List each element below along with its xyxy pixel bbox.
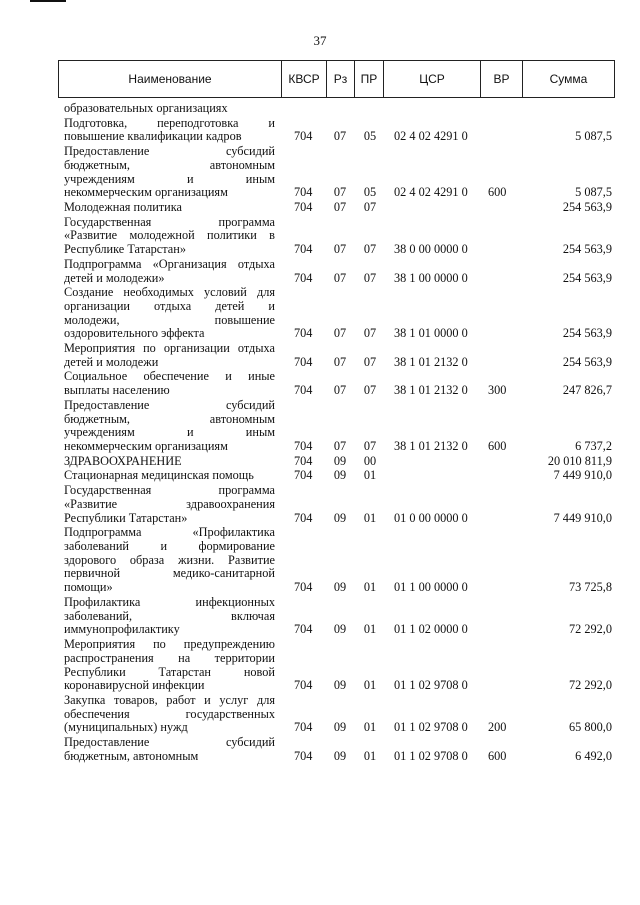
row-name-line: Молодежная политика <box>64 200 183 214</box>
row-name-line: Республики Татарстан новой <box>64 665 275 679</box>
row-name-line: Государственная программа <box>64 215 275 229</box>
table-row <box>0 102 640 116</box>
cell-kvsr: 704 <box>294 439 313 454</box>
table-row <box>0 286 640 341</box>
row-name-line: Подготовка, переподготовка и <box>64 116 275 130</box>
cell-csr: 38 1 00 0000 0 <box>394 270 468 285</box>
cell-pr: 05 <box>363 129 377 144</box>
row-name-line: Предоставление субсидий <box>64 736 275 750</box>
cell-pr: 07 <box>363 383 377 398</box>
cell-pr: 00 <box>363 453 377 468</box>
cell-csr <box>394 469 474 483</box>
page-number: 37 <box>313 33 327 48</box>
cell-kvsr <box>294 102 322 116</box>
row-name-line: образовательных организациях <box>64 102 228 115</box>
cell-kvsr: 704 <box>294 468 313 483</box>
cell-sum: 65 800,0 <box>568 720 612 735</box>
row-name-line: Государственная программа <box>64 484 275 498</box>
cell-kvsr: 704 <box>294 510 313 525</box>
row-name <box>64 526 275 595</box>
table-row <box>0 216 640 257</box>
header-vr: ВР <box>480 61 522 97</box>
table-row <box>0 145 640 200</box>
cell-pr: 07 <box>363 326 377 341</box>
row-name-line: Создание необходимых условий для <box>64 286 275 300</box>
cell-sum: 254 563,9 <box>562 199 612 214</box>
cell-csr: 38 1 01 0000 0 <box>394 326 468 341</box>
cell-sum: 73 725,8 <box>568 580 612 595</box>
row-name-line: Предоставление субсидий <box>64 398 275 412</box>
cell-kvsr: 704 <box>294 242 313 257</box>
row-name-line: бюджетным, автономным <box>64 158 275 172</box>
cell-vr: 300 <box>488 383 507 398</box>
row-name-line: Республики Татарстан» <box>64 511 188 525</box>
cell-rz <box>331 102 349 116</box>
row-name-line: некоммерческим организациям <box>64 440 228 454</box>
cell-sum: 7 449 910,0 <box>553 468 612 483</box>
cell-kvsr: 704 <box>294 199 313 214</box>
cell-csr: 02 4 02 4291 0 <box>394 185 468 200</box>
row-name-line: «Развитие здравоохранения <box>64 497 275 511</box>
cell-sum: 72 292,0 <box>568 622 612 637</box>
row-name <box>64 286 275 341</box>
cell-csr: 01 1 02 9708 0 <box>394 678 468 693</box>
row-name-line: детей и молодежи <box>64 355 159 369</box>
row-name-line: помощи» <box>64 581 113 595</box>
table-row <box>0 526 640 595</box>
cell-csr: 02 4 02 4291 0 <box>394 129 468 144</box>
row-name <box>64 736 275 764</box>
cell-pr: 07 <box>363 242 377 257</box>
cell-kvsr: 704 <box>294 453 313 468</box>
row-name-line: оздоровительного эффекта <box>64 327 205 341</box>
cell-rz: 09 <box>333 468 347 483</box>
cell-pr: 01 <box>363 622 377 637</box>
cell-sum: 7 449 910,0 <box>553 510 612 525</box>
row-name-line: Предоставление субсидий <box>64 145 275 159</box>
cell-csr: 38 1 01 2132 0 <box>394 439 468 454</box>
cell-kvsr: 704 <box>294 270 313 285</box>
row-name-line: первичной медико-санитарной <box>64 567 275 581</box>
row-name-line: организации отдыха детей и <box>64 299 275 313</box>
cell-kvsr: 704 <box>294 383 313 398</box>
table-row <box>0 596 640 637</box>
table-row <box>0 201 640 215</box>
table-row <box>0 258 640 286</box>
cell-pr: 07 <box>363 270 377 285</box>
cell-kvsr: 704 <box>294 129 313 144</box>
cell-vr: 600 <box>488 439 507 454</box>
cell-kvsr: 704 <box>294 354 313 369</box>
row-name-line: коронавирусной инфекции <box>64 679 205 693</box>
row-name-line: обеспечения государственных <box>64 707 275 721</box>
row-name-line: Закупка товаров, работ и услуг для <box>64 693 275 707</box>
header-csr: ЦСР <box>383 61 480 97</box>
row-name-line: Республике Татарстан» <box>64 243 186 257</box>
table-row <box>0 455 640 469</box>
cell-sum: 254 563,9 <box>562 270 612 285</box>
row-name <box>64 638 275 693</box>
cell-pr: 01 <box>363 748 377 763</box>
cell-csr: 01 1 00 0000 0 <box>394 580 468 595</box>
row-name-line: «Развитие молодежной политики в <box>64 229 275 243</box>
cell-kvsr: 704 <box>294 678 313 693</box>
cell-pr <box>361 102 379 116</box>
cell-rz: 09 <box>333 622 347 637</box>
cell-rz: 07 <box>333 242 347 257</box>
header-sum: Сумма <box>522 61 614 97</box>
cell-kvsr: 704 <box>294 580 313 595</box>
cell-csr: 01 1 02 0000 0 <box>394 622 468 637</box>
row-name-line: молодежи, повышение <box>64 313 275 327</box>
cell-sum: 5 087,5 <box>575 185 612 200</box>
row-name-line: здорового образа жизни. Развитие <box>64 553 275 567</box>
cell-kvsr: 704 <box>294 720 313 735</box>
cell-sum: 6 737,2 <box>575 439 612 454</box>
row-name-line: Мероприятия по предупреждению <box>64 638 275 651</box>
table-row <box>0 694 640 735</box>
cell-sum <box>512 102 612 116</box>
row-name-line: Мероприятия по организации отдыха <box>64 342 275 356</box>
row-name <box>64 484 275 525</box>
table-row <box>0 638 640 693</box>
table-row <box>0 469 640 483</box>
row-name-line: некоммерческим организациям <box>64 186 228 200</box>
cell-csr: 01 0 00 0000 0 <box>394 510 468 525</box>
row-name-line: выплаты населению <box>64 384 170 398</box>
cell-rz: 09 <box>333 510 347 525</box>
table-row <box>0 484 640 525</box>
cell-vr: 200 <box>488 720 507 735</box>
row-name <box>64 145 275 200</box>
header-kvsr: КВСР <box>281 61 326 97</box>
row-name-line: учреждениям и иным <box>64 172 275 186</box>
cell-kvsr: 704 <box>294 748 313 763</box>
cell-pr: 07 <box>363 199 377 214</box>
row-name <box>64 216 275 257</box>
row-name-line: повышение квалификации кадров <box>64 130 242 144</box>
table-row <box>0 342 640 370</box>
cell-rz: 09 <box>333 748 347 763</box>
cell-pr: 01 <box>363 580 377 595</box>
row-name-line: ЗДРАВООХРАНЕНИЕ <box>64 454 182 468</box>
table-row <box>0 117 640 145</box>
cell-pr: 01 <box>363 720 377 735</box>
cell-kvsr: 704 <box>294 326 313 341</box>
row-name-line: Социальное обеспечение и иные <box>64 370 275 384</box>
row-name-line: Подпрограмма «Организация отдыха <box>64 257 275 271</box>
cell-csr <box>394 102 474 116</box>
cell-rz: 07 <box>333 354 347 369</box>
cell-kvsr: 704 <box>294 622 313 637</box>
row-name-line: Стационарная медицинская помощь <box>64 469 254 483</box>
row-name <box>64 342 275 370</box>
cell-sum: 254 563,9 <box>562 326 612 341</box>
row-name-line: учреждениям и иным <box>64 426 275 440</box>
row-name <box>64 201 275 215</box>
row-name-line: Профилактика инфекционных <box>64 595 275 609</box>
cell-kvsr: 704 <box>294 185 313 200</box>
cell-csr: 38 0 00 0000 0 <box>394 242 468 257</box>
cell-csr <box>394 455 474 469</box>
cell-vr: 600 <box>488 185 507 200</box>
row-name <box>64 469 275 483</box>
row-name <box>64 102 275 116</box>
cell-rz: 09 <box>333 720 347 735</box>
cell-pr: 07 <box>363 439 377 454</box>
top-edge-mark <box>30 0 66 2</box>
cell-rz: 07 <box>333 199 347 214</box>
cell-sum: 247 826,7 <box>562 383 612 398</box>
cell-csr <box>394 201 474 215</box>
row-name <box>64 117 275 145</box>
row-name-line: бюджетным, автономным <box>64 412 275 426</box>
cell-rz: 09 <box>333 453 347 468</box>
cell-rz: 07 <box>333 185 347 200</box>
row-name-line: иммунопрофилактику <box>64 623 180 637</box>
cell-pr: 07 <box>363 354 377 369</box>
header-pr: ПР <box>354 61 383 97</box>
table-row <box>0 370 640 398</box>
cell-rz: 07 <box>333 383 347 398</box>
row-name-line: (муниципальных) нужд <box>64 721 188 735</box>
cell-rz: 07 <box>333 129 347 144</box>
header-name: Наименование <box>128 72 212 86</box>
table-header <box>58 60 615 98</box>
cell-rz: 09 <box>333 580 347 595</box>
table-row <box>0 399 640 454</box>
cell-rz: 07 <box>333 270 347 285</box>
cell-pr: 01 <box>363 468 377 483</box>
cell-pr: 05 <box>363 185 377 200</box>
cell-rz: 07 <box>333 326 347 341</box>
cell-sum: 20 010 811,9 <box>547 453 612 468</box>
cell-pr: 01 <box>363 678 377 693</box>
cell-rz: 09 <box>333 678 347 693</box>
cell-sum: 6 492,0 <box>575 748 612 763</box>
table-row <box>0 736 640 764</box>
row-name <box>64 370 275 398</box>
cell-sum: 72 292,0 <box>568 678 612 693</box>
cell-csr: 38 1 01 2132 0 <box>394 354 468 369</box>
cell-sum: 5 087,5 <box>575 129 612 144</box>
row-name <box>64 596 275 637</box>
row-name-line: детей и молодежи» <box>64 271 165 285</box>
cell-csr: 01 1 02 9708 0 <box>394 720 468 735</box>
row-name-line: Подпрограмма «Профилактика <box>64 526 275 540</box>
cell-csr: 38 1 01 2132 0 <box>394 383 468 398</box>
row-name <box>64 399 275 454</box>
header-rz: Рз <box>326 61 354 97</box>
row-name-line: заболеваний, включая <box>64 609 275 623</box>
cell-pr: 01 <box>363 510 377 525</box>
row-name <box>64 258 275 286</box>
row-name <box>64 694 275 735</box>
row-name-line: бюджетным, автономным <box>64 749 199 763</box>
cell-csr: 01 1 02 9708 0 <box>394 748 468 763</box>
cell-vr: 600 <box>488 748 507 763</box>
row-name-line: заболеваний и формирование <box>64 539 275 553</box>
cell-rz: 07 <box>333 439 347 454</box>
row-name-line: распространения на территории <box>64 651 275 665</box>
cell-sum: 254 563,9 <box>562 354 612 369</box>
cell-sum: 254 563,9 <box>562 242 612 257</box>
row-name <box>64 455 275 469</box>
